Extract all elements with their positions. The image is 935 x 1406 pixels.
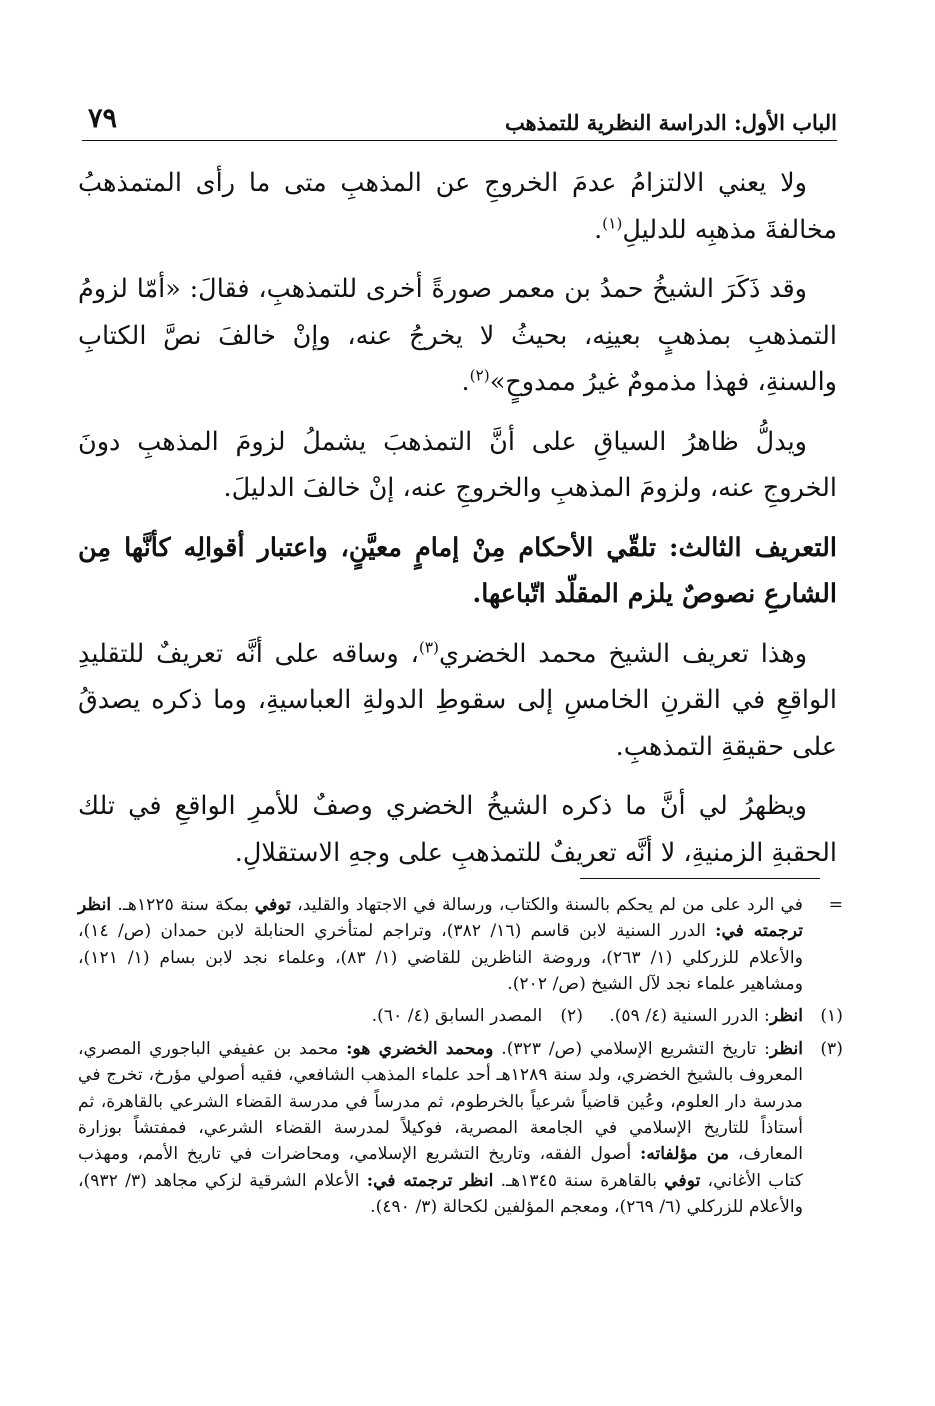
paragraph: ولا يعني الالتزامُ عدمَ الخروجِ عن المذهبِ متى ما رأى المتمذهبُ مخالفةَ مذهبِه للدليلِ$^{(١)}$. — [78, 168, 837, 245]
footnote-2: (٢)المصدر السابق (٤/ ٦٠). — [371, 1006, 583, 1027]
page-header — [82, 100, 837, 141]
footnote-ref[interactable]: (١) — [602, 214, 623, 232]
footnote-continuation: = في الرد على من لم يحكم بالسنة والكتاب، ورسالة في الاجتهاد والقليد، توفي بمكة سنة ١٢٢٥هـ. انظر ترجمته في: الدرر السنية لابن قاسم (١٦/ ٣٨٢)، وتراجم لمتأخري الحنابلة لابن حمدان (ص/ ١٤)، والأعلام للزركلي (١/ ٢٦٣)، وروضة الناظرين للقاضي (١/ ٨٣)، وعلماء نجد لابن بسام (١/ ١٢١)، ومشاهير علماء نجد لآل الشيخ (ص/ ٢٠٢). — [78, 895, 843, 994]
footnote-ref[interactable]: (٢) — [469, 366, 490, 385]
footnote-divider — [580, 878, 820, 879]
footnote-number: (٢) — [560, 1006, 583, 1027]
main-text — [78, 160, 837, 889]
paragraph: وهذا تعريف الشيخ محمد الخضري$^{(٣)}$، وساقه على أنَّه تعريفٌ للتقليدِ الواقعِ في القرنِ الخامسِ إلى سقوطِ الدولةِ العباسيةِ، وما ذكره يصدقُ على حقيقةِ التمذهبِ. — [78, 638, 837, 762]
footnotes — [78, 892, 843, 1226]
footnote-ref[interactable]: (٣) — [418, 638, 439, 656]
footnote-row — [78, 1003, 843, 1030]
footnote-3: (٣) انظر: تاريخ التشريع الإسلامي (ص/ ٣٢٣). ومحمد الخضري هو: محمد بن عفيفي الباجوري المصري، المعروف بالشيخ الخضري، ولد سنة ١٢٨٩هـ أحد علماء المذهب الشافعي، فقيه أصولي مؤرخ، تخرج في مدرسة دار العلوم، وعُين قاضياً شرعياً بالخرطوم، ثم مدرساً في مدرسة القضاء الشرعي بالقاهرة، ثم أستاذاً للتاريخ الإسلامي في الجامعة المصرية، فوكيلاً لمدرسة القضاء الشرعي، فمفتشاً بوزارة المعارف، من مؤلفاته: أصول الفقه، وتاريخ التشريع الإسلامي، ومحاضرات في تاريخ الأمم، ومهذب كتاب الأغاني، توفي بالقاهرة سنة ١٣٤٥هـ. انظر ترجمته في: الأعلام الشرقية لزكي مجاهد (٣/ ٩٣٢)، والأعلام للزركلي (٦/ ٢٦٩)، ومعجم المؤلفين لكحالة (٣/ ٤٩٠). — [78, 1036, 843, 1220]
page-number: ٧٩ — [88, 103, 118, 134]
footnote-1: انظر: الدرر السنية (٤/ ٥٩). — [609, 1006, 803, 1027]
footnote-number: (١) — [820, 1006, 843, 1027]
paragraph: ويدلُّ ظاهرُ السياقِ على أنَّ التمذهبَ يشملُ لزومَ المذهبِ دونَ الخروجِ عنه، ولزومَ المذهبِ والخروجِ عنه، إنْ خالفَ الدليلَ. — [78, 426, 837, 503]
paragraph: وقد ذَكَرَ الشيخُ حمدُ بن معمر صورةً أخرى للتمذهبِ، فقالَ: «أمّا لزومُ التمذهبِ بمذهبٍ بعينِه، بحيثُ لا يخرجُ عنه، وإنْ خالفَ نصَّ الكتابِ والسنةِ، فهذا مذمومٌ غيرُ ممدوحٍ»$^{(٢)}$. — [78, 274, 837, 397]
definition-heading: التعريف الثالث: تلقّي الأحكام مِنْ إمامٍ معيَّنٍ، واعتبار أقوالِه كأنَّها مِن الشارعِ نصوصٌ يلزم المقلّد اتّباعها. — [78, 532, 837, 609]
paragraph: ويظهرُ لي أنَّ ما ذكره الشيخُ الخضري وصفٌ للأمرِ الواقعِ في تلك الحقبةِ الزمنيةِ، لا أنَّه تعريفٌ للتمذهبِ على وجهِ الاستقلالِ. — [78, 791, 837, 868]
running-title: الباب الأول: الدراسة النظرية للتمذهب — [504, 110, 837, 135]
footnote-number: (٣) — [820, 1039, 843, 1060]
